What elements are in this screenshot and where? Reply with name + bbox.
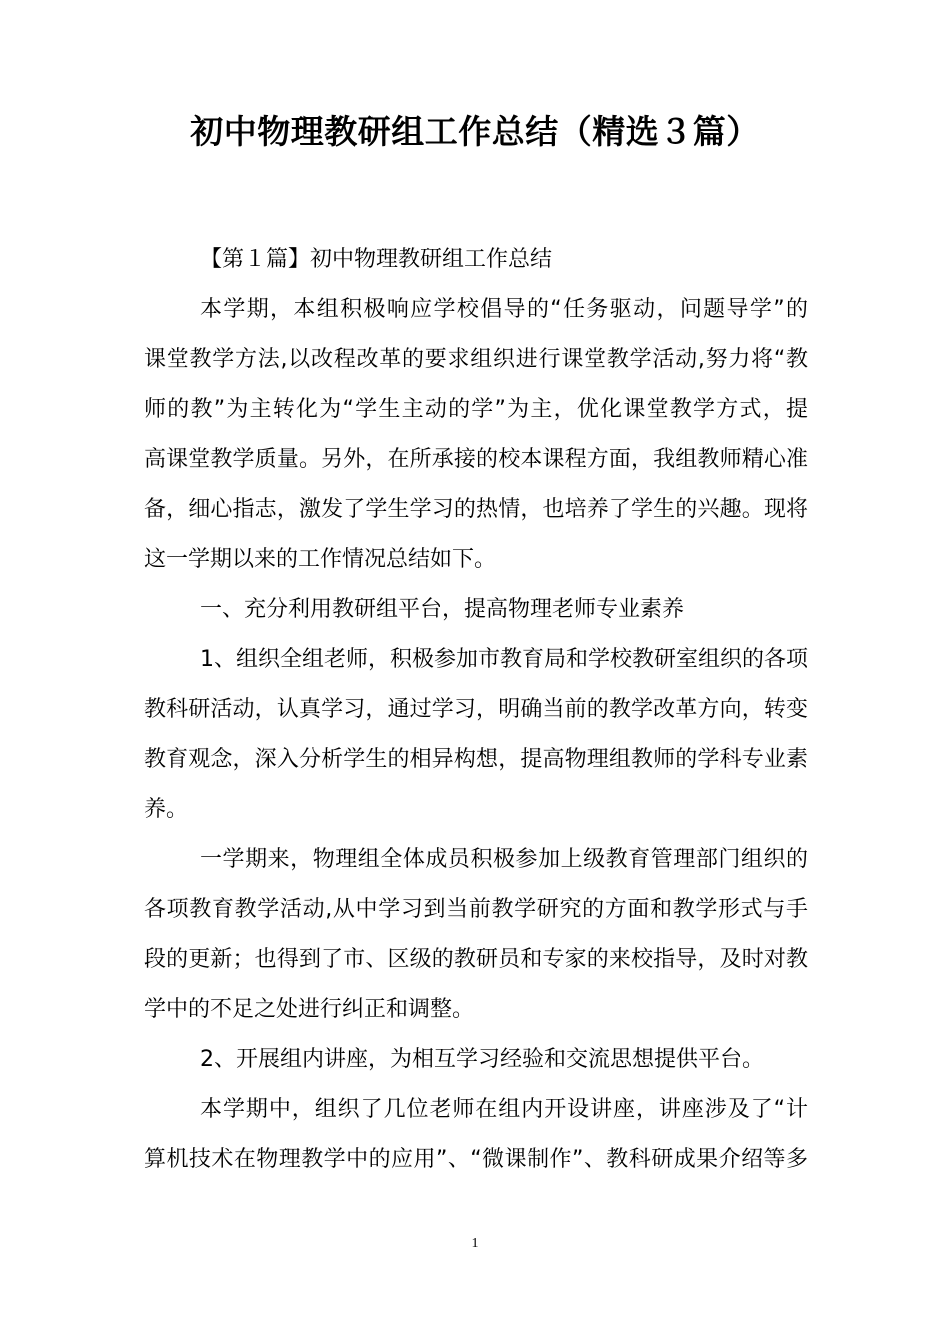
paragraph-line: 各项教育教学活动,从中学习到当前教学研究的方面和教学形式与手 [144, 897, 808, 922]
document-title: 初中物理教研组工作总结（精选３篇） [190, 112, 760, 151]
paragraph-line: 这一学期以来的工作情况总结如下。 [144, 547, 497, 572]
document-body [144, 235, 808, 1185]
paragraph-line: 一学期来，物理组全体成员积极参加上级教育管理部门组织的 [200, 847, 808, 872]
paragraph-line: 1、组织全组老师，积极参加市教育局和学校教研室组织的各项 [200, 647, 808, 672]
page-number: 1 [471, 1236, 479, 1251]
section-heading-1: 一、充分利用教研组平台，提高物理老师专业素养 [200, 597, 685, 622]
paragraph-line: 算机技术在物理教学中的应用”、“微课制作”、教科研成果介绍等多 [144, 1147, 808, 1172]
paragraph-line: 学中的不足之处进行纠正和调整。 [144, 997, 475, 1022]
paragraph-line: 教科研活动，认真学习，通过学习，明确当前的教学改革方向，转变 [144, 697, 808, 722]
section-heading-part-1: 【第１篇】初中物理教研组工作总结 [200, 247, 553, 272]
paragraph-line: 师的教”为主转化为“学生主动的学”为主，优化课堂教学方式，提 [144, 397, 808, 422]
paragraph-line: 本学期中，组织了几位老师在组内开设讲座，讲座涉及了“计 [200, 1097, 808, 1122]
paragraph-line: 段的更新；也得到了市、区级的教研员和专家的来校指导，及时对教 [144, 947, 808, 972]
paragraph-line: 本学期，本组积极响应学校倡导的“任务驱动，问题导学”的 [200, 297, 808, 322]
paragraph-line: 课堂教学方法,以改程改革的要求组织进行课堂教学活动,努力将“教 [144, 347, 808, 372]
paragraph-line: 备，细心指志，激发了学生学习的热情，也培养了学生的兴趣。现将 [144, 497, 808, 522]
subsection-heading-2: 2、开展组内讲座，为相互学习经验和交流思想提供平台。 [200, 1047, 764, 1072]
paragraph-line: 教育观念，深入分析学生的相异构想，提高物理组教师的学科专业素 [144, 747, 808, 772]
paragraph-line: 高课堂教学质量。另外，在所承接的校本课程方面，我组教师精心准 [144, 447, 808, 472]
paragraph-line: 养。 [144, 797, 189, 822]
